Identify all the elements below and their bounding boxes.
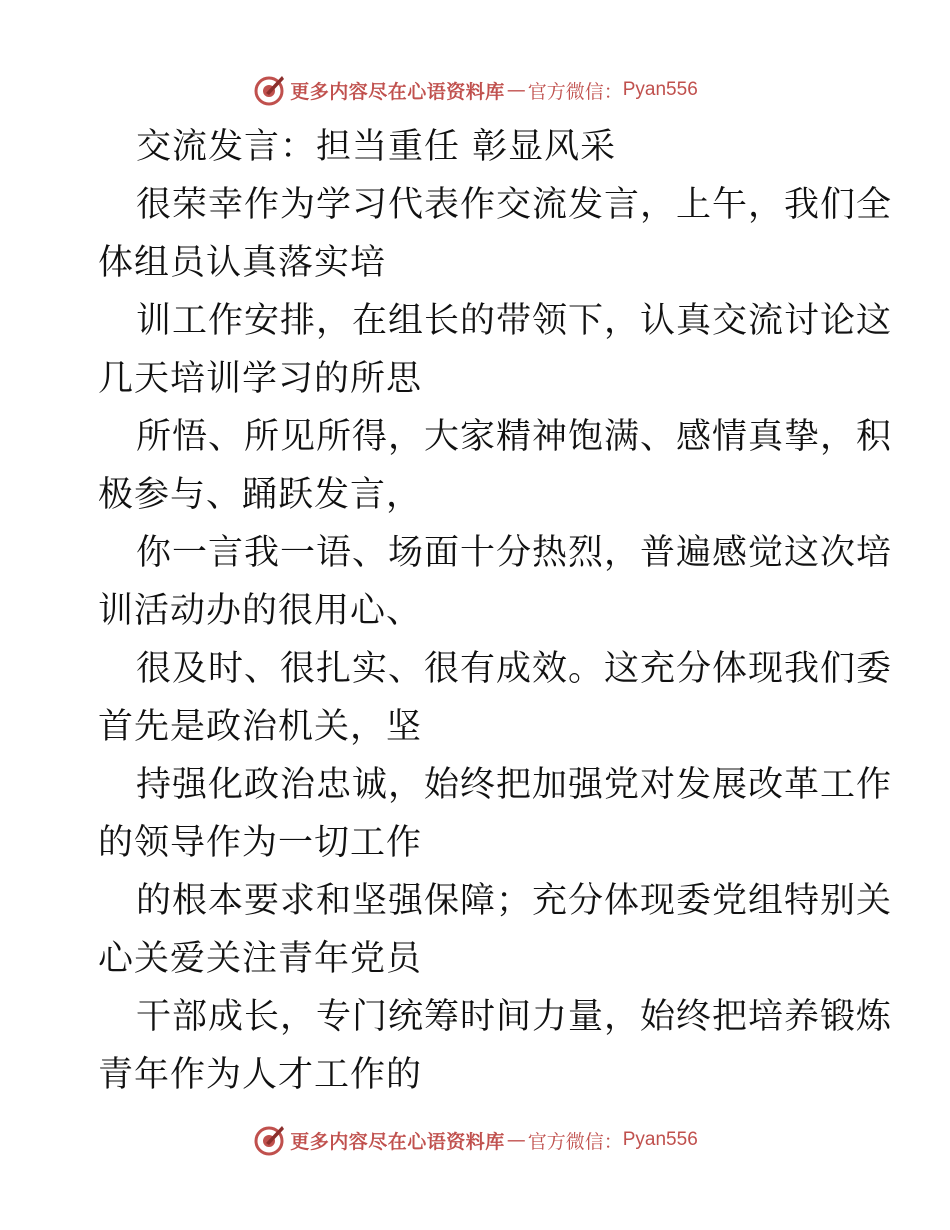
banner-site-text: 更多内容尽在心语资料库 (290, 1130, 505, 1153)
paragraph-line: 持强化政治忠诚，始终把加强党对发展改革工作 (136, 765, 893, 805)
quill-pen-logo-icon (252, 73, 286, 107)
banner-dash: — (506, 79, 526, 101)
paragraph-line: 体组员认真落实培 (98, 243, 387, 283)
banner-wechat-id: Pyan556 (622, 79, 698, 100)
paragraph-line: 青年作为人才工作的 (98, 1055, 423, 1095)
paragraph-line: 干部成长，专门统筹时间力量，始终把培养锻炼 (136, 997, 893, 1037)
banner-wechat-id: Pyan556 (622, 1129, 698, 1150)
paragraph-line: 几天培训学习的所思 (98, 359, 423, 399)
paragraph-line: 很荣幸作为学习代表作交流发言，上午，我们全 (136, 185, 893, 225)
header-banner (0, 70, 950, 110)
paragraph-line: 的领导作为一切工作 (98, 823, 423, 863)
banner-dash: — (506, 1129, 526, 1151)
paragraph-line: 心关爱关注青年党员 (98, 939, 423, 979)
banner-wechat-label: 官方微信： (527, 1130, 623, 1153)
document-title: 交流发言：担当重任 彰显风采 (136, 127, 617, 167)
paragraph-line: 很及时、很扎实、很有成效。这充分体现我们委 (136, 649, 893, 689)
quill-pen-logo-icon (252, 1123, 286, 1157)
paragraph-line: 的根本要求和坚强保障；充分体现委党组特别关 (136, 881, 893, 921)
paragraph-line: 所悟、所见所得，大家精神饱满、感情真挚，积 (136, 417, 893, 457)
document-body (98, 118, 893, 1104)
paragraph-line: 训工作安排，在组长的带领下，认真交流讨论这 (136, 301, 893, 341)
paragraph-line: 训活动办的很用心、 (98, 591, 423, 631)
paragraph-line: 你一言我一语、场面十分热烈，普遍感觉这次培 (136, 533, 893, 573)
footer-banner (0, 1120, 950, 1160)
paragraph-line: 极参与、踊跃发言， (98, 475, 423, 515)
banner-site-text: 更多内容尽在心语资料库 (290, 80, 505, 103)
banner-wechat-label: 官方微信： (527, 80, 623, 103)
paragraph-line: 首先是政治机关，坚 (98, 707, 423, 747)
